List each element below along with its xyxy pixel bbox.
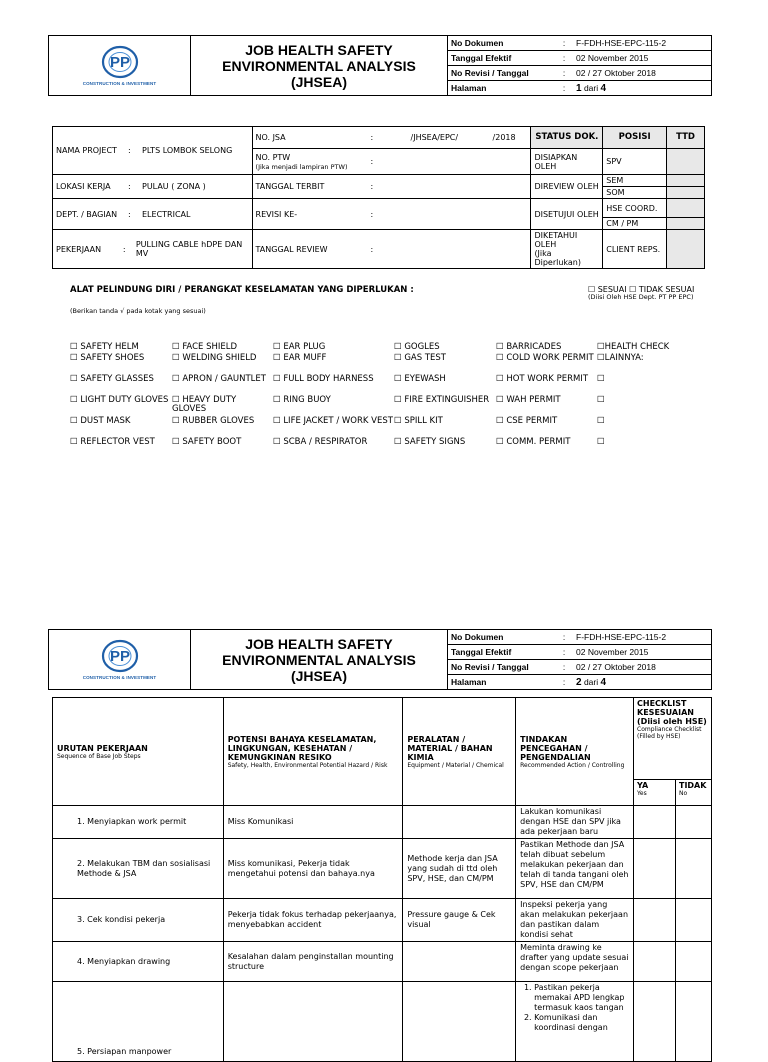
- table-row: [53, 899, 712, 942]
- apd-checkbox[interactable]: ☐ DUST MASK: [70, 416, 131, 426]
- company-logo: [49, 36, 191, 95]
- peralatan-cell: [403, 982, 516, 1062]
- apd-checkbox[interactable]: ☐ COLD WORK PERMIT: [496, 353, 594, 363]
- header-peralatan: PERALATAN / MATERIAL / BAHAN KIMIA Equipment / Material / Chemical: [403, 698, 516, 806]
- meta-label: Tanggal Efektif: [451, 647, 512, 657]
- meta-label: Tanggal Efektif: [451, 53, 512, 63]
- meta-colon: :: [562, 647, 566, 657]
- meta-colon: :: [562, 662, 566, 672]
- posisi-sem: SEM: [603, 175, 667, 187]
- step-cell: 1. Menyiapkan work permit: [53, 806, 224, 839]
- potensi-cell: Kesalahan dalam penginstallan mounting structure: [223, 942, 403, 982]
- meta-value: 02 / 27 Oktober 2018: [576, 662, 656, 672]
- meta-value: 02 / 27 Oktober 2018: [576, 68, 656, 78]
- apd-checkbox[interactable]: ☐ EAR PLUG: [273, 342, 326, 352]
- peralatan-cell: [403, 942, 516, 982]
- job-steps-table: [52, 697, 712, 1062]
- apd-checkbox[interactable]: ☐ SAFETY HELM: [70, 342, 139, 352]
- table-row: [53, 942, 712, 982]
- apd-checkbox[interactable]: ☐ SAFETY SIGNS: [394, 437, 466, 447]
- document-title: JOB HEALTH SAFETY ENVIRONMENTAL ANALYSIS (JHSEA): [191, 630, 448, 689]
- meta-label: No Revisi / Tanggal: [451, 68, 529, 78]
- apd-checkbox-grid: [70, 343, 710, 459]
- apd-row: [70, 417, 710, 438]
- ya-cell[interactable]: [634, 839, 676, 899]
- table-row: [53, 982, 712, 1062]
- document-title: JOB HEALTH SAFETY ENVIRONMENTAL ANALYSIS (JHSEA): [191, 36, 448, 95]
- logo-tagline: CONSTRUCTION & INVESTMENT: [82, 675, 157, 680]
- apd-checkbox[interactable]: ☐ WELDING SHIELD: [172, 353, 257, 363]
- company-logo: [49, 630, 191, 689]
- ttd-header: TTD: [667, 127, 705, 149]
- meta-colon: :: [562, 83, 566, 93]
- tindakan-cell: Meminta drawing ke drafter yang update sesuai dengan scope pekerjaan: [516, 942, 634, 982]
- ttd-cell[interactable]: [667, 149, 705, 175]
- apd-checkbox[interactable]: ☐LAINNYA:: [597, 353, 644, 363]
- step-cell: 4. Menyiapkan drawing: [53, 942, 224, 982]
- apd-row: [70, 438, 710, 459]
- list-item: 1. Pastikan pekerja memakai APD lengkap termasuk kaos tangan: [534, 983, 629, 1013]
- apd-checkbox[interactable]: ☐ EAR MUFF: [273, 353, 327, 363]
- status-direview: DIREVIEW OLEH: [531, 175, 603, 199]
- header-checklist: CHECKLIST KESESUAIAN (Diisi oleh HSE) Compliance Checklist (Filled by HSE): [634, 698, 712, 780]
- apd-checkbox[interactable]: ☐ GOGLES: [394, 342, 440, 352]
- tgl-review-cell: TANGGAL REVIEW :: [252, 230, 531, 269]
- peralatan-cell: Methode kerja dan JSA yang sudah di ttd oleh SPV, HSE, dan CM/PM: [403, 839, 516, 899]
- logo-tagline: CONSTRUCTION & INVESTMENT: [82, 81, 157, 86]
- tidak-cell[interactable]: [675, 839, 711, 899]
- posisi-som: SOM: [603, 187, 667, 199]
- step-cell: 2. Melakukan TBM dan sosialisasi Methode & JSA: [53, 839, 224, 899]
- svg-text:PP: PP: [109, 648, 130, 665]
- meta-value: F-FDH-HSE-EPC-115-2: [576, 38, 667, 48]
- posisi-hse-coord: HSE COORD.: [603, 199, 667, 218]
- apd-checkbox[interactable]: ☐ REFLECTOR VEST: [70, 437, 155, 447]
- status-header: STATUS DOK.: [531, 127, 603, 149]
- pp-logo-icon: [100, 639, 140, 673]
- document-meta: [448, 630, 711, 689]
- posisi-spv: SPV: [603, 149, 667, 175]
- apd-checkbox[interactable]: ☐ FULL BODY HARNESS: [273, 374, 374, 384]
- apd-checkbox[interactable]: ☐: [597, 374, 605, 384]
- meta-label: No Dokumen: [451, 38, 504, 48]
- apd-row: [70, 354, 710, 375]
- ttd-cell[interactable]: [667, 218, 705, 230]
- tidak-cell[interactable]: [675, 942, 711, 982]
- apd-row: [70, 396, 710, 417]
- header-tindakan: TINDAKAN PENCEGAHAN / PENGENDALIAN Recommended Action / Controlling: [516, 698, 634, 806]
- meta-colon: :: [562, 38, 566, 48]
- ya-cell[interactable]: [634, 806, 676, 839]
- document-header-page1: [48, 35, 712, 96]
- header-potensi: POTENSI BAHAYA KESELAMATAN, LINGKUNGAN, KESEHATAN / KEMUNGKINAN RESIKO Safety, Health, Environmental Potential Hazard / Risk: [223, 698, 403, 806]
- peralatan-cell: Pressure gauge & Cek visual: [403, 899, 516, 942]
- lokasi-cell: LOKASI KERJA : PULAU ( ZONA ): [53, 175, 253, 199]
- apd-checkbox[interactable]: ☐ FACE SHIELD: [172, 342, 238, 352]
- apd-checkbox[interactable]: ☐: [597, 416, 605, 426]
- apd-checkbox[interactable]: ☐ BARRICADES: [496, 342, 562, 352]
- tidak-cell[interactable]: [675, 899, 711, 942]
- tindakan-cell: Pastikan Methode dan JSA telah dibuat sebelum melakukan pekerjaan dan telah di tanda tangani oleh SPV, HSE dan CM/PM: [516, 839, 634, 899]
- posisi-cm-pm: CM / PM: [603, 218, 667, 230]
- revisi-cell: REVISI KE- :: [252, 199, 531, 230]
- apd-checkbox[interactable]: ☐ LIFE JACKET / WORK VEST: [273, 416, 393, 426]
- meta-label: Halaman: [451, 83, 487, 93]
- apd-checkbox[interactable]: ☐ SAFETY GLASSES: [70, 374, 154, 384]
- tgl-terbit-cell: TANGGAL TERBIT :: [252, 175, 531, 199]
- apd-checkbox[interactable]: ☐ COMM. PERMIT: [496, 437, 571, 447]
- meta-label: No Revisi / Tanggal: [451, 662, 529, 672]
- table-row: [53, 806, 712, 839]
- apd-checkbox[interactable]: ☐: [597, 395, 605, 405]
- tidak-cell[interactable]: [675, 806, 711, 839]
- page-number: 2 dari 4: [576, 676, 607, 688]
- sesuai-checkbox-group[interactable]: ☐ SESUAI ☐ TIDAK SESUAI (Diisi Oleh HSE Dept. PT PP EPC): [588, 285, 695, 301]
- meta-value: 02 November 2015: [576, 53, 649, 63]
- meta-colon: :: [562, 68, 566, 78]
- posisi-client: CLIENT REPS.: [603, 230, 667, 269]
- apd-note: (Berikan tanda √ pada kotak yang sesuai): [70, 307, 206, 315]
- header-ya: YA Yes: [634, 780, 676, 806]
- ttd-cell[interactable]: [667, 199, 705, 218]
- meta-value: 02 November 2015: [576, 647, 649, 657]
- svg-text:PP: PP: [109, 54, 130, 71]
- apd-checkbox[interactable]: ☐ RING BUOY: [273, 395, 331, 405]
- list-item: 2. Komunikasi dan koordinasi dengan: [534, 1013, 629, 1033]
- apd-checkbox[interactable]: ☐ RUBBER GLOVES: [172, 416, 255, 426]
- ya-cell[interactable]: [634, 899, 676, 942]
- ttd-cell[interactable]: [667, 230, 705, 269]
- document-header-page2: [48, 629, 712, 690]
- peralatan-cell: [403, 806, 516, 839]
- nama-project-cell: NAMA PROJECT : PLTS LOMBOK SELONG: [53, 127, 253, 175]
- apd-checkbox[interactable]: ☐ SAFETY BOOT: [172, 437, 242, 447]
- apd-checkbox[interactable]: ☐ APRON / GAUNTLET: [172, 374, 266, 384]
- apd-checkbox[interactable]: ☐ SCBA / RESPIRATOR: [273, 437, 368, 447]
- meta-value: F-FDH-HSE-EPC-115-2: [576, 632, 667, 642]
- apd-checkbox[interactable]: ☐ FIRE EXTINGUISHER: [394, 395, 490, 405]
- tindakan-cell: [516, 982, 634, 1062]
- apd-checkbox[interactable]: ☐ WAH PERMIT: [496, 395, 561, 405]
- meta-label: No Dokumen: [451, 632, 504, 642]
- pekerjaan-cell: PEKERJAAN : PULLING CABLE hDPE DAN MV: [53, 230, 253, 269]
- potensi-cell: Miss Komunikasi: [223, 806, 403, 839]
- pp-logo-icon: [100, 45, 140, 79]
- no-jsa-cell: NO. JSA : /JHSEA/EPC/ /2018: [252, 127, 531, 149]
- status-diketahui: DIKETAHUI OLEH (Jika Diperlukan): [531, 230, 603, 269]
- apd-title: ALAT PELINDUNG DIRI / PERANGKAT KESELAMATAN YANG DIPERLUKAN :: [70, 285, 414, 295]
- step-cell: 3. Cek kondisi pekerja: [53, 899, 224, 942]
- apd-checkbox[interactable]: ☐ GAS TEST: [394, 353, 446, 363]
- dept-cell: DEPT. / BAGIAN : ELECTRICAL: [53, 199, 253, 230]
- apd-checkbox[interactable]: ☐: [597, 437, 605, 447]
- meta-colon: :: [562, 677, 566, 687]
- posisi-header: POSISI: [603, 127, 667, 149]
- ttd-cell[interactable]: [667, 187, 705, 199]
- header-tidak: TIDAK No: [675, 780, 711, 806]
- project-info-table: [52, 126, 705, 269]
- status-disiapkan: DISIAPKAN OLEH: [531, 149, 603, 175]
- tindakan-cell: Lakukan komunikasi dengan HSE dan SPV jika ada pekerjaan baru: [516, 806, 634, 839]
- apd-checkbox[interactable]: ☐ SPILL KIT: [394, 416, 443, 426]
- tidak-cell[interactable]: [675, 982, 711, 1062]
- apd-checkbox[interactable]: ☐ LIGHT DUTY GLOVES: [70, 395, 169, 405]
- apd-row: [70, 375, 710, 396]
- ttd-cell[interactable]: [667, 175, 705, 187]
- step-cell: 5. Persiapan manpower: [53, 982, 224, 1062]
- potensi-cell: [223, 982, 403, 1062]
- ya-cell[interactable]: [634, 982, 676, 1062]
- no-ptw-cell: NO. PTW (Jika menjadi lampiran PTW) :: [252, 149, 531, 175]
- potensi-cell: Pekerja tidak fokus terhadap pekerjaanya, menyebabkan accident: [223, 899, 403, 942]
- meta-label: Halaman: [451, 677, 487, 687]
- apd-checkbox[interactable]: ☐ HOT WORK PERMIT: [496, 374, 589, 384]
- document-meta: [448, 36, 711, 95]
- meta-colon: :: [562, 53, 566, 63]
- ya-cell[interactable]: [634, 942, 676, 982]
- apd-checkbox[interactable]: ☐ SAFETY SHOES: [70, 353, 145, 363]
- apd-checkbox[interactable]: ☐ HEAVY DUTY GLOVES: [172, 395, 237, 414]
- header-urutan: URUTAN PEKERJAAN Sequence of Base Job Steps: [53, 698, 224, 806]
- table-row: [53, 839, 712, 899]
- meta-colon: :: [562, 632, 566, 642]
- page-number: 1 dari 4: [576, 82, 607, 94]
- tindakan-cell: Inspeksi pekerja yang akan melakukan pekerjaan dan pastikan dalam kondisi sehat: [516, 899, 634, 942]
- potensi-cell: Miss komunikasi, Pekerja tidak mengetahui potensi dan bahaya.nya: [223, 839, 403, 899]
- apd-checkbox[interactable]: ☐ CSE PERMIT: [496, 416, 558, 426]
- apd-checkbox[interactable]: ☐ EYEWASH: [394, 374, 446, 384]
- apd-checkbox[interactable]: ☐HEALTH CHECK: [597, 342, 670, 352]
- status-disetujui: DISETUJUI OLEH: [531, 199, 603, 230]
